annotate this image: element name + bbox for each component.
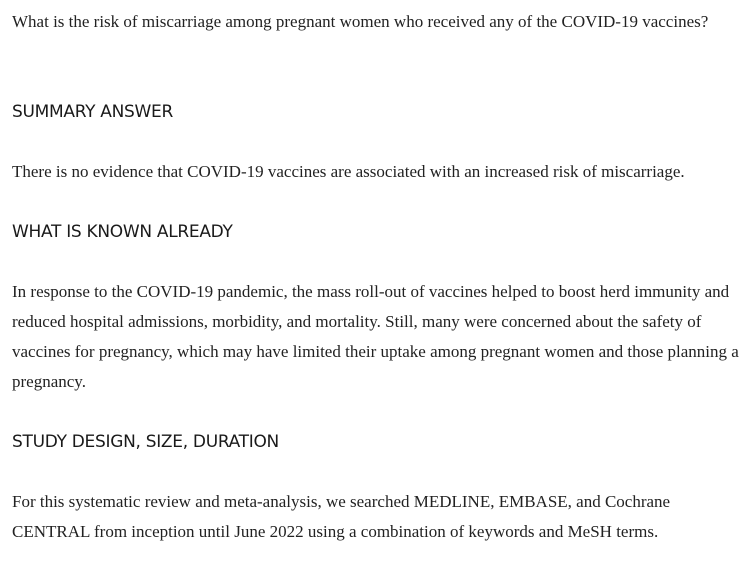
known-already-heading: WHAT IS KNOWN ALREADY xyxy=(12,222,233,242)
study-design-heading: STUDY DESIGN, SIZE, DURATION xyxy=(12,432,279,452)
study-design-text: For this systematic review and meta-analysis, we searched MEDLINE, EMBASE, and Cochrane CENTRAL from inception until June 2022 using a combination of keywords and MeSH terms. xyxy=(12,492,671,541)
known-already-text: In response to the COVID-19 pandemic, the mass roll-out of vaccines helped to boost herd immunity and reduced hospital admissions, morbidity, and mortality. Still, many were concerned about the safety of vaccines for pregnancy, which may have limited their uptake among pregnant women and those planning a pregnancy. xyxy=(12,282,739,391)
summary-answer-heading: SUMMARY ANSWER xyxy=(12,102,174,122)
summary-answer-text: There is no evidence that COVID-19 vaccines are associated with an increased risk of miscarriage. xyxy=(12,162,685,181)
study-question-text: What is the risk of miscarriage among pregnant women who received any of the COVID-19 vaccines? xyxy=(12,12,709,31)
